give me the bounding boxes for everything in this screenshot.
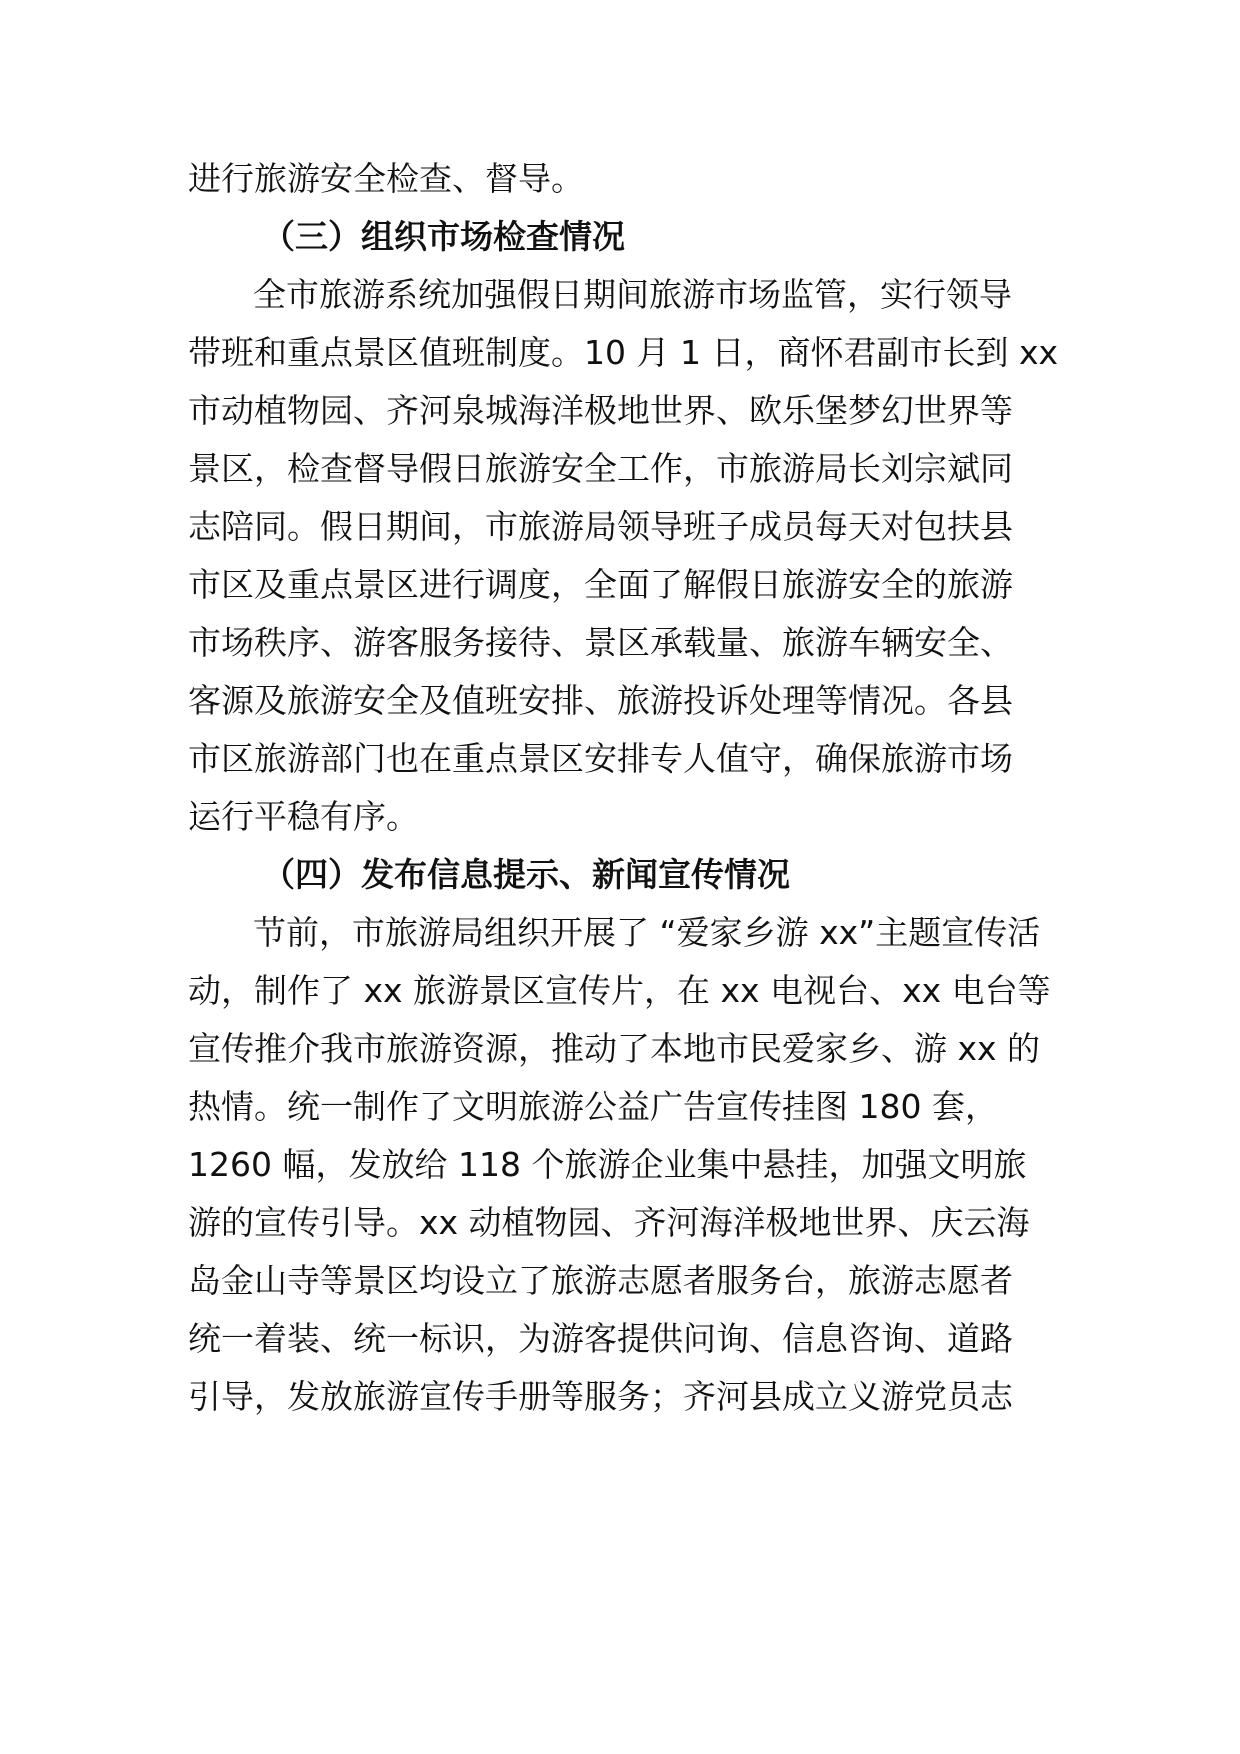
body-text-line: 游的宣传引导。xx 动植物园、齐河海洋极地世界、庆云海: [188, 1203, 1030, 1242]
body-text-line: 岛金山寺等景区均设立了旅游志愿者服务台，旅游志愿者: [188, 1261, 1013, 1300]
body-text-line: 引导，发放旅游宣传手册等服务；齐河县成立义游党员志: [188, 1377, 1013, 1416]
body-text-line: 市场秩序、游客服务接待、景区承载量、旅游车辆安全、: [188, 623, 1013, 662]
body-text-line: 运行平稳有序。: [188, 797, 419, 836]
body-text-line: 动，制作了 xx 旅游景区宣传片，在 xx 电视台、xx 电台等: [188, 971, 1051, 1010]
body-text-line: 市区旅游部门也在重点景区安排专人值守，确保旅游市场: [188, 739, 1013, 778]
body-text-line: 进行旅游安全检查、督导。: [188, 159, 584, 198]
body-text-line: 景区，检查督导假日旅游安全工作，市旅游局长刘宗斌同: [188, 449, 1013, 488]
body-text-line: 节前，市旅游局组织开展了 “爱家乡游 xx”主题宣传活: [253, 913, 1041, 952]
body-text-line: 志陪同。假日期间，市旅游局领导班子成员每天对包扶县: [188, 507, 1013, 546]
body-text-line: 带班和重点景区值班制度。10 月 1 日，商怀君副市长到 xx: [188, 333, 1059, 372]
body-text-line: 热情。统一制作了文明旅游公益广告宣传挂图 180 套，: [188, 1087, 998, 1126]
body-text-line: 统一着装、统一标识，为游客提供问询、信息咨询、道路: [188, 1319, 1013, 1358]
body-text-line: 1260 幅，发放给 118 个旅游企业集中悬挂，加强文明旅: [188, 1145, 1027, 1184]
section-heading-4: （四）发布信息提示、新闻宣传情况: [262, 855, 790, 894]
body-text-line: 市区及重点景区进行调度，全面了解假日旅游安全的旅游: [188, 565, 1013, 604]
section-heading-3: （三）组织市场检查情况: [262, 217, 625, 256]
body-text-line: 全市旅游系统加强假日期间旅游市场监管，实行领导: [253, 275, 1012, 314]
body-text-line: 宣传推介我市旅游资源，推动了本地市民爱家乡、游 xx 的: [188, 1029, 1041, 1068]
body-text-line: 市动植物园、齐河泉城海洋极地世界、欧乐堡梦幻世界等: [188, 391, 1013, 430]
body-text-line: 客源及旅游安全及值班安排、旅游投诉处理等情况。各县: [188, 681, 1013, 720]
